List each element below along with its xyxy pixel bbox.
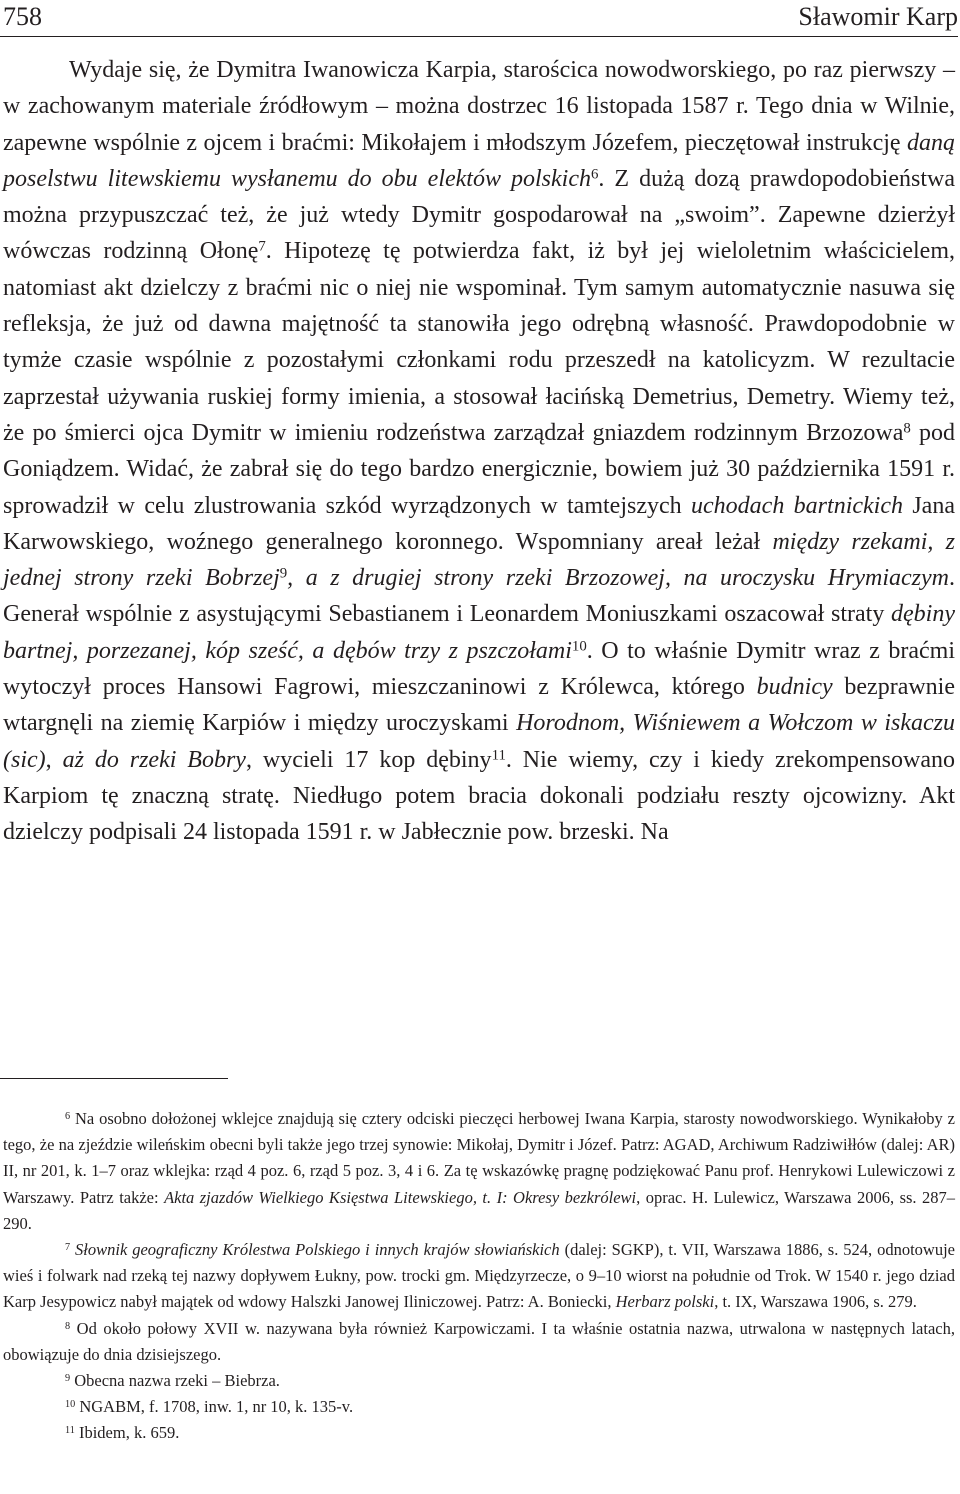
body-text-run: , wycieli 17 kop dębiny	[245, 746, 492, 773]
footnote-text: NGABM, f. 1708, inw. 1, nr 10, k. 135-v.	[79, 1397, 354, 1417]
footnote-number: 8	[65, 1320, 71, 1332]
footnote-8	[3, 1316, 955, 1368]
footnote-italic-title: Akta zjazdów Wielkiego Księstwa Litewskiego, t. I: Okresy bezkrólewi	[164, 1187, 637, 1207]
body-paragraph	[3, 52, 955, 851]
footnote-text: Na osobno dołożonej wklejce znajdują się cztery odciski pieczęci herbowej Iwana Karpia, starosty nowodworskiego. Wynikałoby z tego, że na zjeździe wileńskim obecni byli także jego trzej synowie: Mikołaj, Dymitr i Józef. Patrz: AGAD, Archiwum Radziwiłłów (dalej: AR) II, nr 201, k. 1–7 oraz wklejka: rząd 4 poz. 6, rząd 5 poz. 3, 4 i 6. Za tę wskazówkę pragnę podziękować Panu prof. Henrykowi Lulewiczowi z Warszawy. Patrz także:	[3, 1109, 956, 1207]
footnote-text: Ibidem, k. 659.	[78, 1423, 180, 1443]
body-italic-run: dębiny bartnej, porzezanej, kóp sześć, a dębów trzy z pszczołami	[3, 601, 955, 664]
footnote-ref-10[interactable]: 10	[571, 638, 587, 655]
body-text-run: Wydaje się, że Dymitra Iwanowicza Karpia, starościca nowodworskiego, po raz pierwszy – w zachowanym materiale źródłowym – można dostrzec 16 listopada 1587 r. Tego dnia w Wilnie, zapewne wspólnie z ojcem i braćmi: Mikołajem i młodszym Józefem, pieczętował instrukcję	[3, 57, 955, 156]
body-text-run: . Generał wspólnie z asystującymi Sebastianem i Leonardem Moniuszkami oszacował straty	[3, 565, 955, 628]
body-text-run: pod Goniądzem. Widać, że zabrał się do tego bardzo energicznie, bowiem już 30 października 1591 r. sprowadził w celu zlustrowania szkód wyrządzonych w tamtejszych	[3, 419, 956, 519]
footnote-number: 7	[65, 1241, 71, 1253]
footnote-text: Obecna nazwa rzeki – Biebrza.	[74, 1371, 280, 1391]
footnote-number: 11	[65, 1425, 75, 1437]
footnote-number: 6	[65, 1110, 71, 1122]
footnote-text: , t. IX, Warszawa 1906, s. 279.	[714, 1292, 917, 1312]
footnote-text: Od około połowy XVII w. nazywana była również Karpowiczami. I ta właśnie ostatnia nazwa, utrwalona w następnych latach, obowiązuje do dnia dzisiejszego.	[3, 1318, 955, 1364]
footnote-italic-title: Herbarz polski	[615, 1292, 715, 1312]
body-text-run: . Z dużą dozą prawdopodobieństwa można przypuszczać też, że już wtedy Dymitr gospodarował na „swoim”. Zapewne dzierżył wówczas rodzinną Ołonę	[3, 165, 955, 265]
main-text	[3, 52, 955, 851]
footnote-number: 9	[65, 1372, 71, 1384]
body-italic-run: budnicy	[756, 674, 833, 701]
footnote-9	[3, 1368, 955, 1394]
footnote-6	[3, 1106, 955, 1237]
footnote-10	[3, 1394, 955, 1420]
footnote-ref-11[interactable]: 11	[491, 747, 506, 764]
header-rule	[0, 36, 958, 37]
footnote-number: 10	[65, 1399, 76, 1411]
footnote-ref-7[interactable]: 7	[258, 239, 266, 256]
body-text-run: . Nie wiemy, czy i kiedy zrekompensowano Karpiom tę znaczną stratę. Niedługo potem bracia dokonali podziału reszty ojcowizny. Akt dzielczy podpisali 24 listopada 1591 r. w Jabłecznie pow. brzeski. Na	[3, 746, 955, 846]
body-text-run: ,	[45, 746, 63, 773]
footnote-ref-8[interactable]: 8	[903, 420, 911, 437]
footnote-separator	[0, 1078, 228, 1079]
body-italic-run: , a z drugiej strony rzeki Brzozowej, na uroczysku Hrymiaczym	[287, 565, 949, 592]
body-italic-run: daną poselstwu litewskiemu wysłanemu do obu elektów polskich	[3, 129, 955, 192]
page-header	[0, 0, 960, 40]
footnote-text: (dalej: SGKP), t. VII, Warszawa 1886, s. 524, odnotowuje wieś i folwark nad rzeką tej nazwy dopływem Łukny, pow. trocki gm. Międzyrzecze, o 9–10 wiorst na południe od Trok. W 1540 r. jego dziad Karp Jesypowicz nabył majątek od wdowy Halszki Janowej Iliniczowej. Patrz: A. Boniecki,	[3, 1240, 955, 1312]
body-text-run: bezprawnie wtargnęli na ziemię Karpiów i między uroczyskami	[3, 674, 955, 737]
footnote-text: , oprac. H. Lulewicz, Warszawa 2006, ss. 287–290.	[3, 1187, 956, 1233]
body-text-run: Jana Karwowskiego, woźnego generalnego koronnego. Wspomniany areał leżał	[3, 492, 955, 555]
body-italic-run: Horodnom, Wiśniewem a Wołczom w iskaczu (sic)	[3, 710, 955, 773]
footnote-ref-6[interactable]: 6	[590, 166, 599, 183]
footnote-italic-title: Słownik geograficzny Królestwa Polskiego i innych krajów słowiańskich	[75, 1240, 560, 1260]
footnotes-section	[3, 1106, 955, 1447]
footnote-ref-9[interactable]: 9	[279, 565, 288, 582]
body-text-run: . O to właśnie Dymitr wraz z braćmi wytoczył proces Hansowi Fagrowi, mieszczaninowi z Królewca, którego	[3, 637, 956, 701]
body-text-run: . Hipotezę tę potwierdza fakt, iż był jej wieloletnim właścicielem, natomiast akt dzielczy z braćmi nic o niej nie wspominał. Tym samym automatycznie nasuwa się refleksja, że już od dawna majętność ta stanowiła jego odrębną własność. Prawdopodobnie w tymże czasie wspólnie z pozostałymi członkami rodu przeszedł na katolicyzm. W rezultacie zaprzestał używania ruskiej formy imienia, a stosował łacińską Demetrius, Demetry. Wiemy też, że po śmierci ojca Dymitr w imieniu rodzeństwa zarządzał gniazdem rodzinnym Brzozowa	[3, 238, 955, 446]
running-head-author: Sławomir Karp	[798, 2, 958, 31]
page-number: 758	[3, 2, 42, 31]
body-italic-run: aż do rzeki Bobry	[62, 746, 246, 773]
body-italic-run: uchodach bartnickich	[691, 492, 903, 519]
footnote-7	[3, 1237, 955, 1316]
body-italic-run: między rzekami, z jednej strony rzeki Bobrzej	[3, 528, 956, 592]
footnote-11	[3, 1420, 955, 1446]
